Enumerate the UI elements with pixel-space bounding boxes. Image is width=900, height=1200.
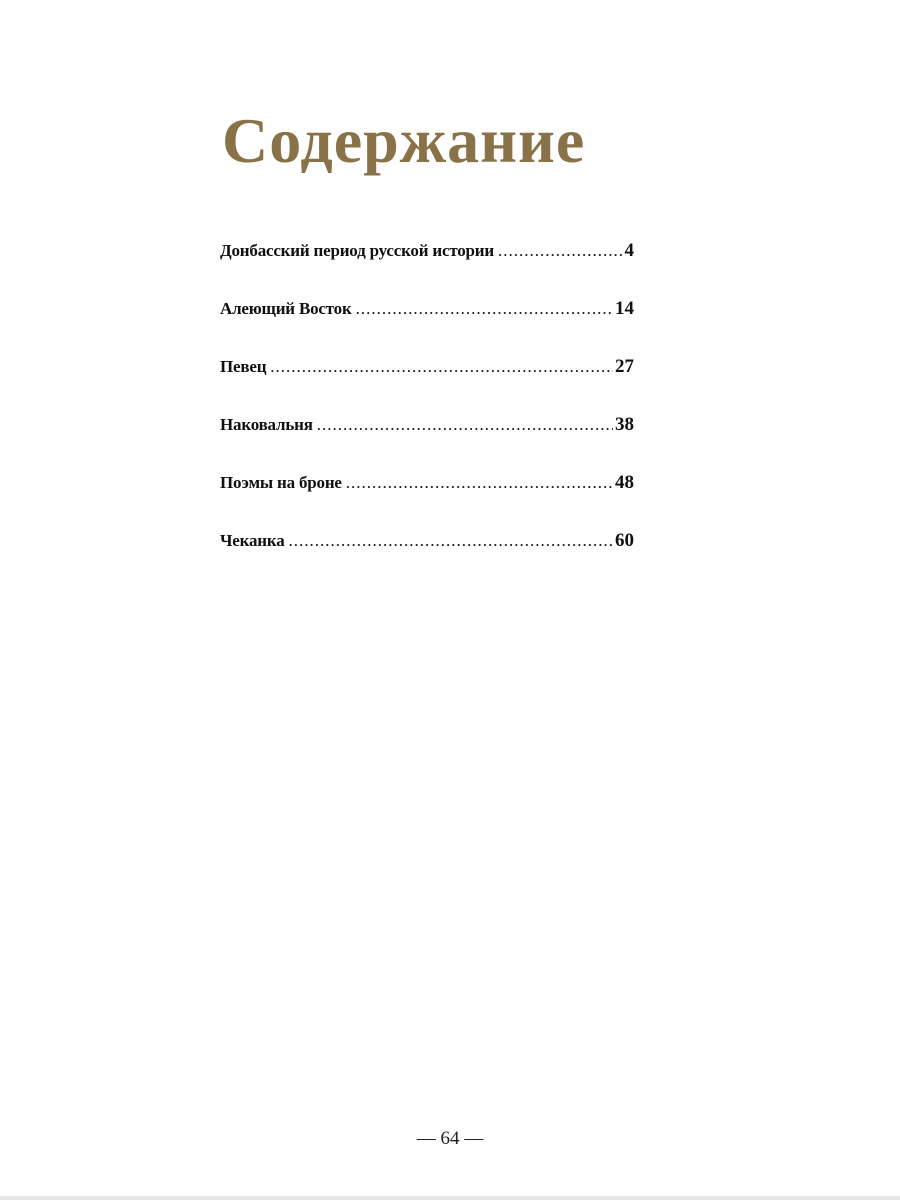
page-number: — 64 — — [416, 1128, 484, 1149]
toc-entry — [220, 530, 634, 560]
toc-entry-page: 27 — [615, 356, 634, 377]
toc-entry-title: Поэмы на броне — [220, 473, 342, 492]
table-of-contents — [220, 240, 634, 588]
toc-entry-page: 4 — [624, 240, 634, 261]
toc-dot-leader — [356, 299, 613, 319]
toc-dot-leader — [289, 531, 614, 551]
toc-entry-page: 38 — [615, 414, 634, 435]
toc-dot-leader — [317, 415, 613, 435]
toc-entry-page: 14 — [615, 298, 634, 319]
toc-entry-title: Донбасский период русской истории — [220, 241, 494, 260]
toc-entry-title: Певец — [220, 357, 267, 376]
toc-entry-title: Наковальня — [220, 415, 313, 434]
toc-dot-leader — [270, 357, 613, 377]
toc-dot-leader — [346, 473, 613, 493]
toc-entry — [220, 240, 634, 270]
toc-dot-leader — [498, 241, 623, 261]
toc-entry-page: 48 — [615, 472, 634, 493]
page-edge — [0, 1196, 900, 1200]
toc-entry — [220, 356, 634, 386]
toc-entry — [220, 414, 634, 444]
toc-entry — [220, 298, 634, 328]
toc-entry — [220, 472, 634, 502]
page-title: Содержание — [222, 105, 586, 176]
toc-entry-title: Чеканка — [220, 531, 285, 550]
toc-entry-title: Алеющий Восток — [220, 299, 352, 318]
toc-entry-page: 60 — [615, 530, 634, 551]
